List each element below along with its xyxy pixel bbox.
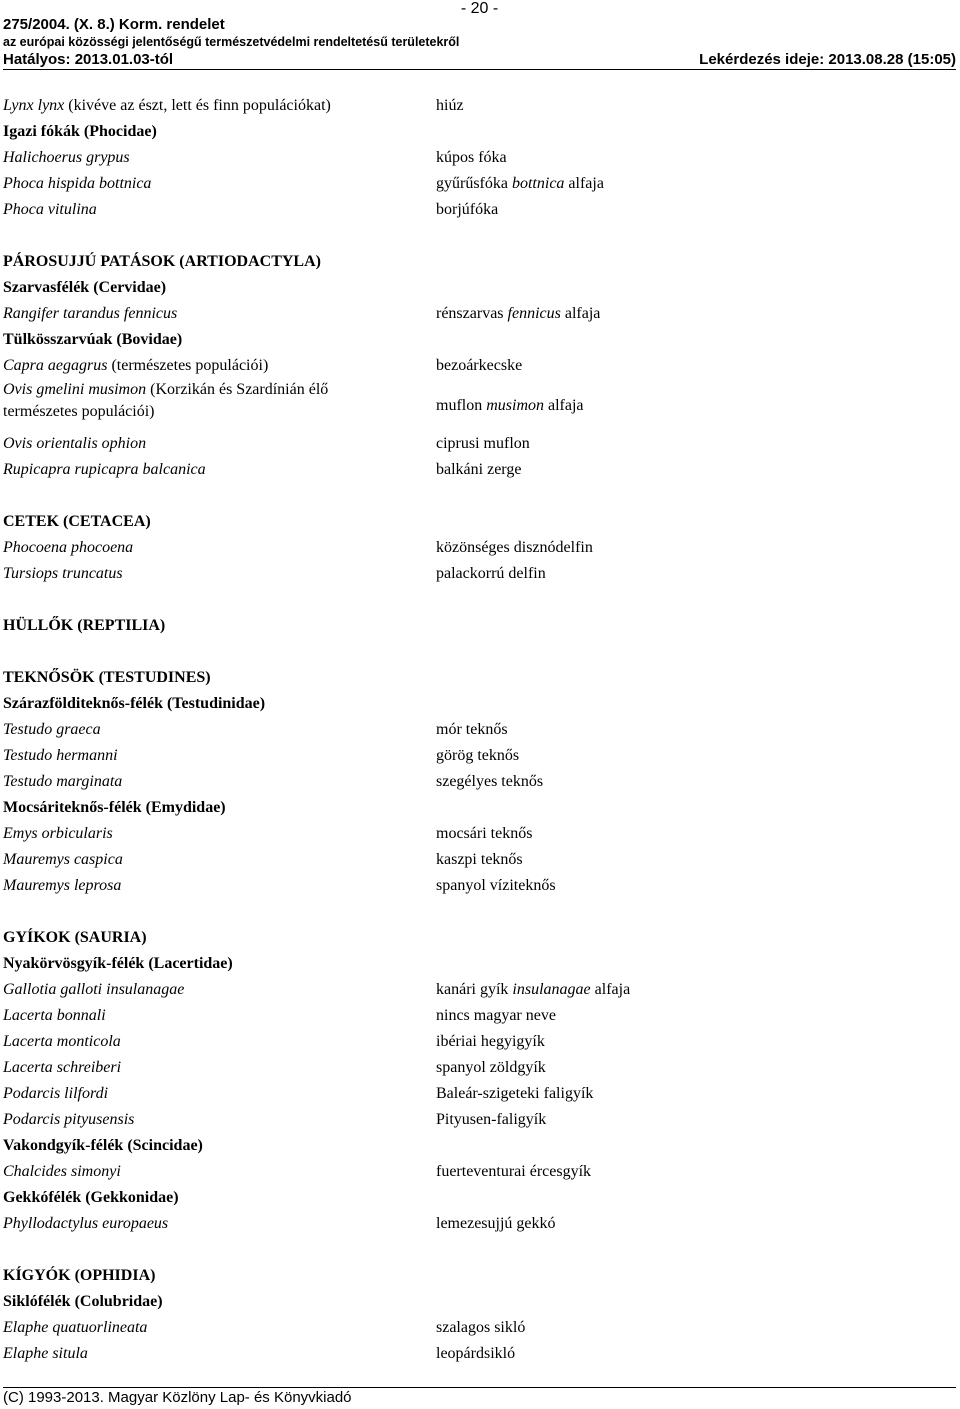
list-item — [3, 457, 953, 483]
list-item — [3, 1055, 953, 1081]
order-name: GYÍKOK (SAURIA) — [3, 929, 147, 946]
scientific-name: Ovis orientalis ophion — [3, 435, 147, 452]
class-name: HÜLLŐK (REPTILIA) — [3, 617, 166, 634]
family-name: Gekkófélék (Gekkonidae) — [3, 1189, 179, 1206]
family-heading — [3, 1133, 953, 1159]
scientific-name: Lacerta bonnali — [3, 1007, 106, 1024]
family-name: Vakondgyík-félék (Scincidae) — [3, 1137, 203, 1154]
hungarian-name: ibériai hegyigyík — [436, 1033, 545, 1050]
list-item — [3, 847, 953, 873]
valid-from: Hatályos: 2013.01.03-tól — [3, 51, 174, 68]
scientific-name: Lacerta monticola — [3, 1033, 121, 1050]
list-item — [3, 93, 953, 119]
subspecies-suffix: alfaja — [544, 397, 584, 414]
page-number: - 20 - — [460, 0, 499, 17]
family-name: Szarvasfélék (Cervidae) — [3, 279, 167, 296]
list-item — [3, 1081, 953, 1107]
list-item — [3, 769, 953, 795]
subspecies-epithet: fennicus — [507, 305, 561, 322]
scientific-name: Podarcis pityusensis — [3, 1111, 135, 1128]
scientific-name: Phoca hispida bottnica — [3, 175, 152, 192]
order-heading — [3, 509, 953, 535]
list-item — [3, 1003, 953, 1029]
footer-copyright: (C) 1993-2013. Magyar Közlöny Lap- és Könyvkiadó — [3, 1389, 352, 1406]
scientific-name: Testudo marginata — [3, 773, 123, 790]
list-item — [3, 197, 953, 223]
list-item — [3, 535, 953, 561]
list-item — [3, 977, 953, 1003]
list-item — [3, 1029, 953, 1055]
scientific-name: Emys orbicularis — [3, 825, 113, 842]
subspecies-epithet: bottnica — [511, 175, 565, 192]
family-name: Siklófélék (Colubridae) — [3, 1293, 163, 1310]
order-heading — [3, 665, 953, 691]
hungarian-name: szalagos sikló — [436, 1319, 526, 1336]
scientific-name: Mauremys caspica — [3, 851, 123, 868]
hungarian-name: nincs magyar neve — [436, 1007, 556, 1024]
hungarian-name: Baleár-szigeteki faligyík — [436, 1085, 594, 1102]
name-note: (kivéve az észt, lett és finn populációkat) — [64, 97, 331, 114]
scientific-name: Halichoerus grypus — [3, 149, 130, 166]
scientific-name: Mauremys leprosa — [3, 877, 122, 894]
family-name: Igazi fókák (Phocidae) — [3, 123, 157, 140]
scientific-name: Phocoena phocoena — [3, 539, 134, 556]
hungarian-name: leopárdsikló — [436, 1345, 516, 1362]
hungarian-name: palackorrú delfin — [436, 565, 546, 582]
scientific-name: Ovis gmelini musimon — [3, 381, 147, 398]
hungarian-name: spanyol zöldgyík — [436, 1059, 546, 1076]
hungarian-name: spanyol víziteknős — [436, 877, 556, 894]
family-heading — [3, 119, 953, 145]
list-item — [3, 561, 953, 587]
list-item — [3, 1315, 953, 1341]
hungarian-name: Pityusen-faligyík — [436, 1111, 547, 1128]
list-item — [3, 301, 953, 327]
hungarian-name: balkáni zerge — [436, 461, 522, 478]
family-name: Szárazfölditeknős-félék (Testudinidae) — [3, 695, 266, 712]
family-heading — [3, 795, 953, 821]
order-name: PÁROSUJJÚ PATÁSOK (ARTIODACTYLA) — [3, 253, 321, 270]
list-item — [3, 873, 953, 899]
list-item — [3, 1341, 953, 1367]
hungarian-name: szegélyes teknős — [436, 773, 544, 790]
list-item — [3, 1159, 953, 1185]
list-item — [3, 1107, 953, 1133]
family-heading — [3, 1185, 953, 1211]
name-note: (Korzikán és Szardínián élő természetes populációi) — [3, 381, 329, 420]
scientific-name: Phyllodactylus europaeus — [3, 1215, 169, 1232]
hungarian-name: gyűrűsfóka — [436, 175, 512, 192]
family-heading — [3, 327, 953, 353]
list-item — [3, 353, 953, 379]
order-name: KÍGYÓK (OPHIDIA) — [3, 1267, 156, 1284]
hungarian-name: kanári gyík — [436, 981, 513, 998]
hungarian-name: mór teknős — [436, 721, 508, 738]
family-name: Nyakörvösgyík-félék (Lacertidae) — [3, 955, 233, 972]
hungarian-name: kúpos fóka — [436, 149, 507, 166]
list-item — [3, 821, 953, 847]
scientific-name: Elaphe situla — [3, 1345, 88, 1362]
subspecies-suffix: alfaja — [564, 175, 604, 192]
subspecies-epithet: insulanagae — [512, 981, 591, 998]
hungarian-name: kaszpi teknős — [436, 851, 523, 868]
footer-divider — [3, 1387, 956, 1388]
decree-subtitle: az európai közösségi jelentőségű természetvédelmi rendeltetésű területekről — [3, 35, 460, 49]
decree-title: 275/2004. (X. 8.) Korm. rendelet — [3, 16, 225, 33]
family-name: Mocsáriteknős-félék (Emydidae) — [3, 799, 226, 816]
hungarian-name: görög teknős — [436, 747, 520, 764]
order-name: CETEK (CETACEA) — [3, 513, 151, 530]
scientific-name: Rangifer tarandus fennicus — [3, 305, 178, 322]
hungarian-name: ciprusi muflon — [436, 435, 530, 452]
order-heading — [3, 1263, 953, 1289]
hungarian-name: bezoárkecske — [436, 357, 523, 374]
hungarian-name: borjúfóka — [436, 201, 499, 218]
scientific-name: Testudo hermanni — [3, 747, 118, 764]
scientific-name: Tursiops truncatus — [3, 565, 123, 582]
name-note: (természetes populációi) — [107, 357, 269, 374]
order-heading — [3, 249, 953, 275]
family-heading — [3, 951, 953, 977]
page-header — [3, 0, 956, 70]
family-heading — [3, 1289, 953, 1315]
scientific-name: Elaphe quatuorlineata — [3, 1319, 148, 1336]
hungarian-name: rénszarvas — [436, 305, 508, 322]
scientific-name: Capra aegagrus — [3, 357, 108, 374]
order-heading — [3, 925, 953, 951]
family-heading — [3, 691, 953, 717]
query-time: Lekérdezés ideje: 2013.08.28 (15:05) — [699, 51, 956, 68]
hungarian-name: lemezesujjú gekkó — [436, 1215, 556, 1232]
class-heading — [3, 613, 953, 639]
hungarian-name: muflon — [436, 397, 487, 414]
scientific-name: Phoca vitulina — [3, 201, 97, 218]
species-list — [3, 93, 953, 1367]
hungarian-name: hiúz — [436, 97, 464, 114]
scientific-name: Rupicapra rupicapra balcanica — [3, 461, 206, 478]
hungarian-name: fuerteventurai ércesgyík — [436, 1163, 592, 1180]
scientific-name: Lacerta schreiberi — [3, 1059, 122, 1076]
header-divider — [3, 69, 956, 70]
hungarian-name: mocsári teknős — [436, 825, 533, 842]
scientific-name: Gallotia galloti insulanagae — [3, 981, 185, 998]
subspecies-suffix: alfaja — [560, 305, 601, 322]
hungarian-name: közönséges disznódelfin — [436, 539, 593, 556]
list-item — [3, 379, 953, 431]
subspecies-epithet: musimon — [486, 397, 544, 414]
family-name: Tülkösszarvúak (Bovidae) — [3, 331, 183, 348]
list-item — [3, 145, 953, 171]
order-name: TEKNŐSÖK (TESTUDINES) — [3, 669, 211, 686]
list-item — [3, 743, 953, 769]
list-item — [3, 171, 953, 197]
scientific-name: Chalcides simonyi — [3, 1163, 121, 1180]
subspecies-suffix: alfaja — [590, 981, 631, 998]
scientific-name: Podarcis lilfordi — [3, 1085, 109, 1102]
family-heading — [3, 275, 953, 301]
list-item — [3, 717, 953, 743]
list-item — [3, 431, 953, 457]
list-item — [3, 1211, 953, 1237]
scientific-name: Lynx lynx — [3, 97, 65, 114]
scientific-name: Testudo graeca — [3, 721, 101, 738]
